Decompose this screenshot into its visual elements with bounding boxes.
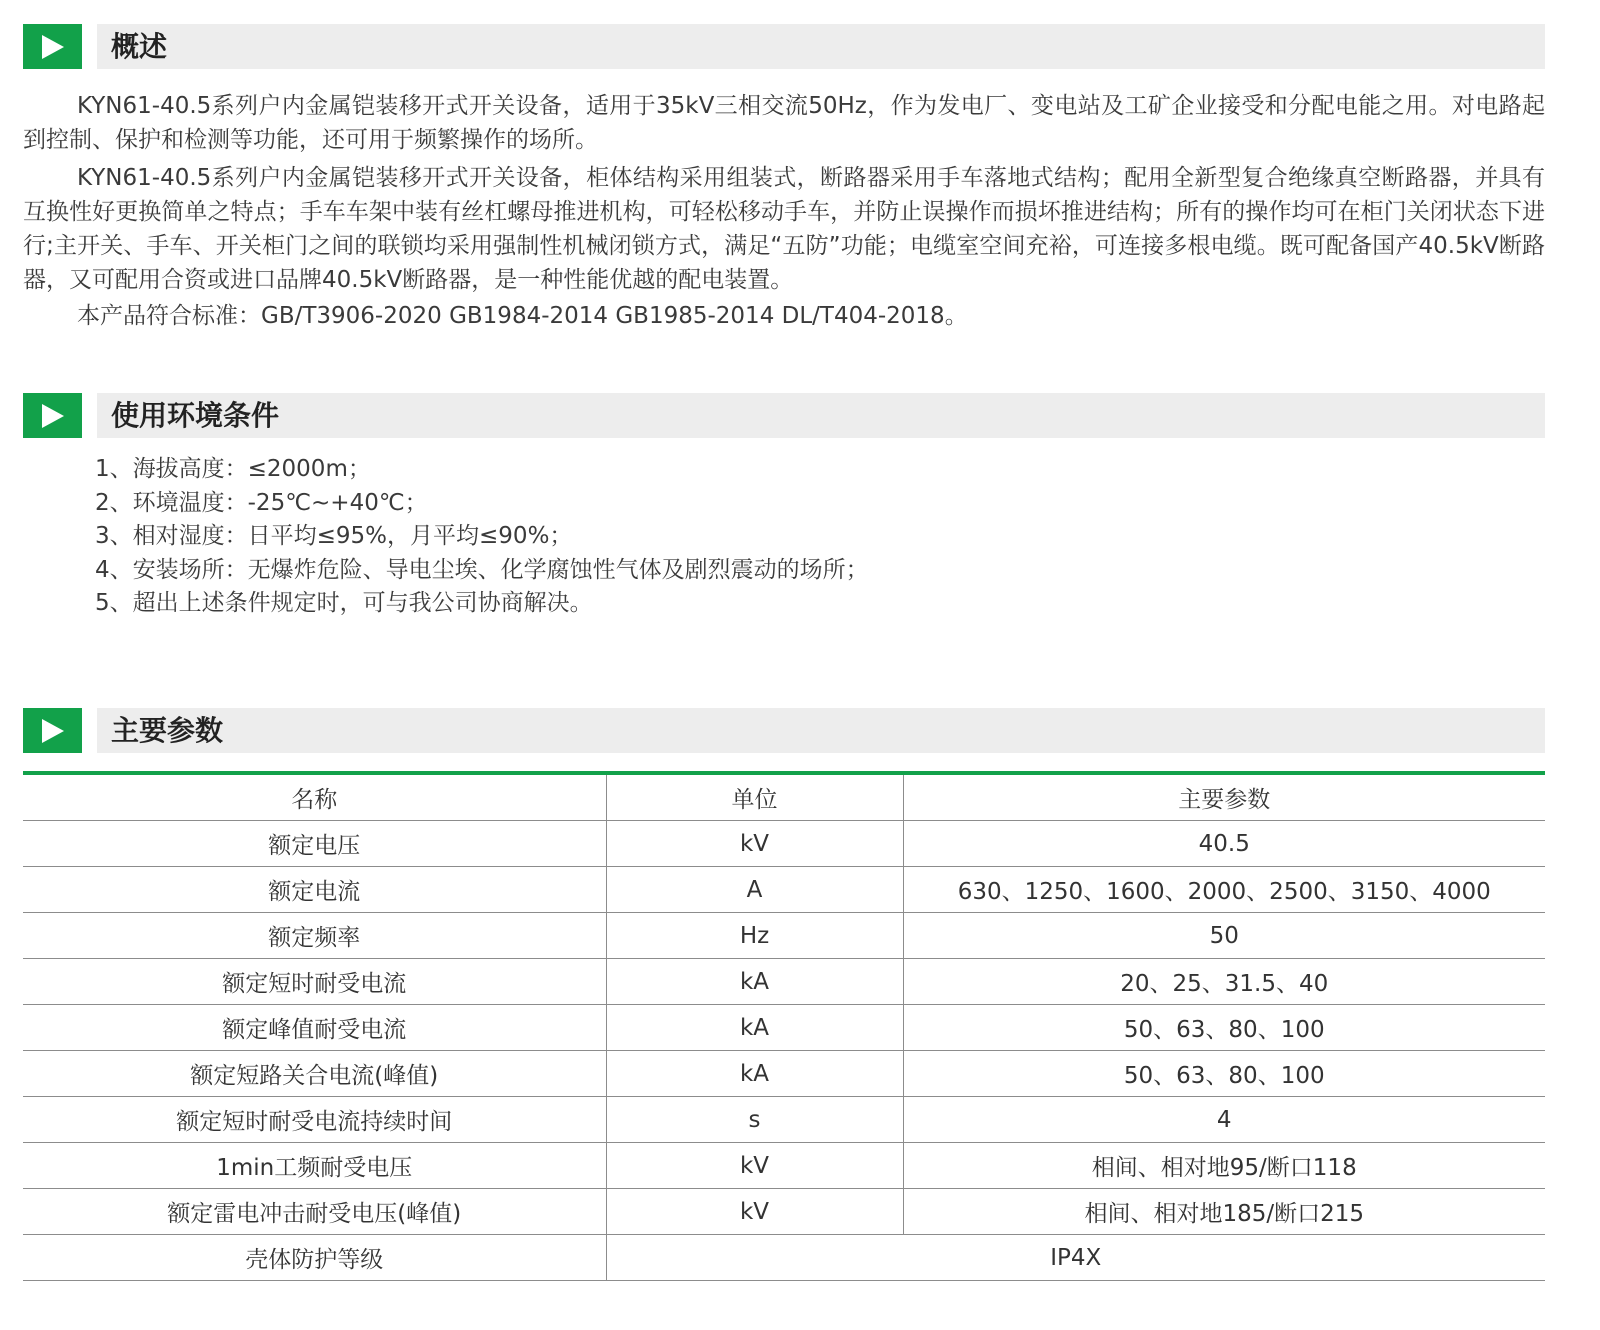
table-row [23, 867, 1545, 913]
table-row [23, 1143, 1545, 1189]
param-unit: kA [606, 1051, 903, 1097]
param-value: 50、63、80、100 [903, 1051, 1545, 1097]
param-value: 40.5 [903, 821, 1545, 867]
play-arrow-icon [42, 719, 64, 743]
param-name: 额定电压 [23, 821, 606, 867]
param-name: 壳体防护等级 [23, 1235, 606, 1281]
param-unit: s [606, 1097, 903, 1143]
table-row [23, 821, 1545, 867]
table-row [23, 1189, 1545, 1235]
parameters-table [23, 775, 1545, 1281]
param-unit: Hz [606, 913, 903, 959]
param-unit: kV [606, 1189, 903, 1235]
list-item: 4、安装场所：无爆炸危险、导电尘埃、化学腐蚀性气体及剧烈震动的场所； [95, 556, 869, 583]
param-unit: kA [606, 959, 903, 1005]
param-name: 额定短时耐受电流持续时间 [23, 1097, 606, 1143]
table-row [23, 913, 1545, 959]
section-title-bar [97, 24, 1545, 69]
param-name: 额定电流 [23, 867, 606, 913]
param-value: 20、25、31.5、40 [903, 959, 1545, 1005]
section-header-parameters [23, 708, 1545, 753]
param-name: 额定雷电冲击耐受电压(峰值) [23, 1189, 606, 1235]
overview-paragraph-1: KYN61-40.5系列户内金属铠装移开式开关设备，适用于35kV三相交流50Hz，作为发电厂、变电站及工矿企业接受和分配电能之用。对电路起到控制、保护和检测等功能，还可用于频繁操作的场所。 [23, 93, 1545, 153]
param-name: 1min工频耐受电压 [23, 1143, 606, 1189]
table-header-row [23, 775, 1545, 821]
list-item: 5、超出上述条件规定时，可与我公司协商解决。 [95, 590, 593, 616]
list-item: 3、相对湿度：日平均≤95%，月平均≤90%； [95, 523, 573, 549]
param-unit: kV [606, 821, 903, 867]
param-value: 50 [903, 913, 1545, 959]
section-marker [23, 708, 82, 753]
table-row [23, 1005, 1545, 1051]
table-row [23, 1097, 1545, 1143]
section-marker [23, 24, 82, 69]
param-value: 4 [903, 1097, 1545, 1143]
column-header-name: 名称 [23, 775, 606, 821]
param-value: 相间、相对地185/断口215 [903, 1189, 1545, 1235]
param-unit: kV [606, 1143, 903, 1189]
param-value: 630、1250、1600、2000、2500、3150、4000 [903, 867, 1545, 913]
param-name: 额定短时耐受电流 [23, 959, 606, 1005]
list-item: 1、海拔高度：≤2000m； [95, 456, 371, 482]
table-row [23, 1235, 1545, 1281]
section-title: 主要参数 [111, 714, 224, 747]
section-header-overview [23, 24, 1545, 69]
section-header-environment [23, 393, 1545, 438]
play-arrow-icon [42, 404, 64, 428]
param-name: 额定频率 [23, 913, 606, 959]
environment-conditions-list [95, 453, 869, 621]
overview-paragraph-2: KYN61-40.5系列户内金属铠装移开式开关设备，柜体结构采用组装式，断路器采用手车落地式结构；配用全新型复合绝缘真空断路器，并具有互换性好更换简单之特点；手车车架中装有丝杠螺母推进机构，可轻松移动手车，并防止误操作而损坏推进结构；所有的操作均可在柜门关闭状态下进行;主开关、手车、开关柜门之间的联锁均采用强制性机械闭锁方式，满足“五防”功能；电缆室空间充裕，可连接多根电缆。既可配备国产40.5kV断路器，又可配用合资或进口品牌40.5kV断路器，是一种性能优越的配电装置。 [23, 165, 1545, 293]
section-title-bar [97, 393, 1545, 438]
param-value: 50、63、80、100 [903, 1005, 1545, 1051]
param-unit: A [606, 867, 903, 913]
column-header-unit: 单位 [606, 775, 903, 821]
section-title: 概述 [111, 30, 168, 63]
param-value: IP4X [606, 1235, 1545, 1281]
table-row [23, 959, 1545, 1005]
table-row [23, 1051, 1545, 1097]
section-title: 使用环境条件 [111, 399, 280, 432]
section-title-bar [97, 708, 1545, 753]
play-arrow-icon [42, 35, 64, 59]
list-item: 2、环境温度：-25℃~+40℃； [95, 489, 428, 516]
param-name: 额定短路关合电流(峰值) [23, 1051, 606, 1097]
section-marker [23, 393, 82, 438]
column-header-value: 主要参数 [903, 775, 1545, 821]
overview-paragraph-3: 本产品符合标准：GB/T3906-2020 GB1984-2014 GB1985-2014 DL/T404-2018。 [77, 303, 968, 329]
param-value: 相间、相对地95/断口118 [903, 1143, 1545, 1189]
param-unit: kA [606, 1005, 903, 1051]
param-name: 额定峰值耐受电流 [23, 1005, 606, 1051]
